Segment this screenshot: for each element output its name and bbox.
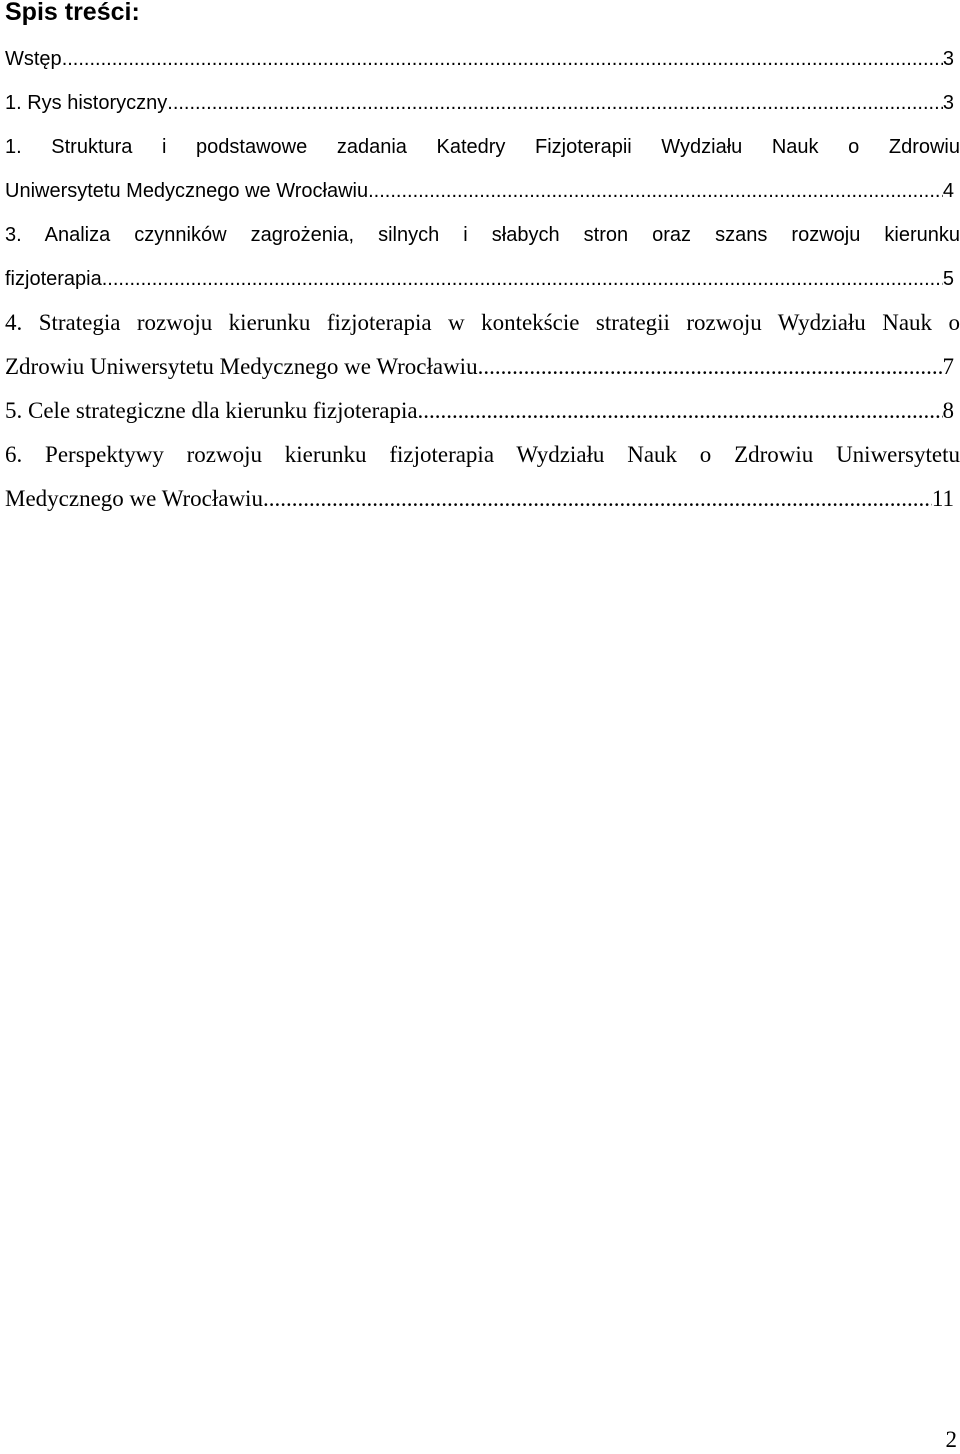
toc-entry-text-line2: Uniwersytetu Medycznego we Wrocławiu <box>5 180 369 202</box>
toc-page-number: 4 <box>942 180 954 202</box>
toc-entry-text-line1: 4. Strategia rozwoju kierunku fizjoterapia w kontekście strategii rozwoju Wydziału Nauk o <box>5 310 960 335</box>
toc-entry-history[interactable] <box>5 81 960 125</box>
dot-leader <box>263 477 932 521</box>
dot-leader <box>167 81 943 125</box>
dot-leader <box>62 37 943 81</box>
toc-page-number: 7 <box>942 354 954 379</box>
dot-leader <box>478 345 943 389</box>
toc-page-number: 3 <box>942 48 954 70</box>
toc-entry-introduction[interactable] <box>5 37 960 81</box>
dot-leader <box>368 169 943 213</box>
page-number: 2 <box>945 1427 957 1452</box>
table-of-contents <box>5 37 960 521</box>
toc-page-number: 3 <box>942 92 954 114</box>
toc-entry-analysis[interactable] <box>5 213 960 301</box>
toc-entry-strategic-goals[interactable] <box>5 389 960 433</box>
toc-entry-text: 1. Rys historyczny <box>5 92 168 114</box>
toc-entry-text-line1: 3. Analiza czynników zagrożenia, silnych i słabych stron oraz szans rozwoju kierunku <box>5 224 960 246</box>
toc-entry-text: 5. Cele strategiczne dla kierunku fizjoterapia <box>5 398 418 423</box>
toc-entry-text-line2: Medycznego we Wrocławiu <box>5 486 263 511</box>
toc-page-number: 8 <box>942 398 954 423</box>
dot-leader <box>102 257 943 301</box>
toc-entry-structure[interactable] <box>5 125 960 213</box>
page-title: Spis treści: <box>5 0 140 26</box>
toc-entry-text-line1: 6. Perspektywy rozwoju kierunku fizjoterapia Wydziału Nauk o Zdrowiu Uniwersytetu <box>5 442 960 467</box>
toc-entry-perspectives[interactable] <box>5 433 960 521</box>
toc-entry-text: Wstęp <box>5 48 62 70</box>
toc-page-number: 5 <box>942 268 954 290</box>
toc-entry-text-line1: 1. Struktura i podstawowe zadania Katedry Fizjoterapii Wydziału Nauk o Zdrowiu <box>5 136 960 158</box>
toc-entry-strategy[interactable] <box>5 301 960 389</box>
toc-entry-text-line2: fizjoterapia <box>5 268 102 290</box>
toc-entry-text-line2: Zdrowiu Uniwersytetu Medycznego we Wrocławiu <box>5 354 478 379</box>
dot-leader <box>418 389 943 433</box>
toc-page-number: 11 <box>931 486 954 511</box>
